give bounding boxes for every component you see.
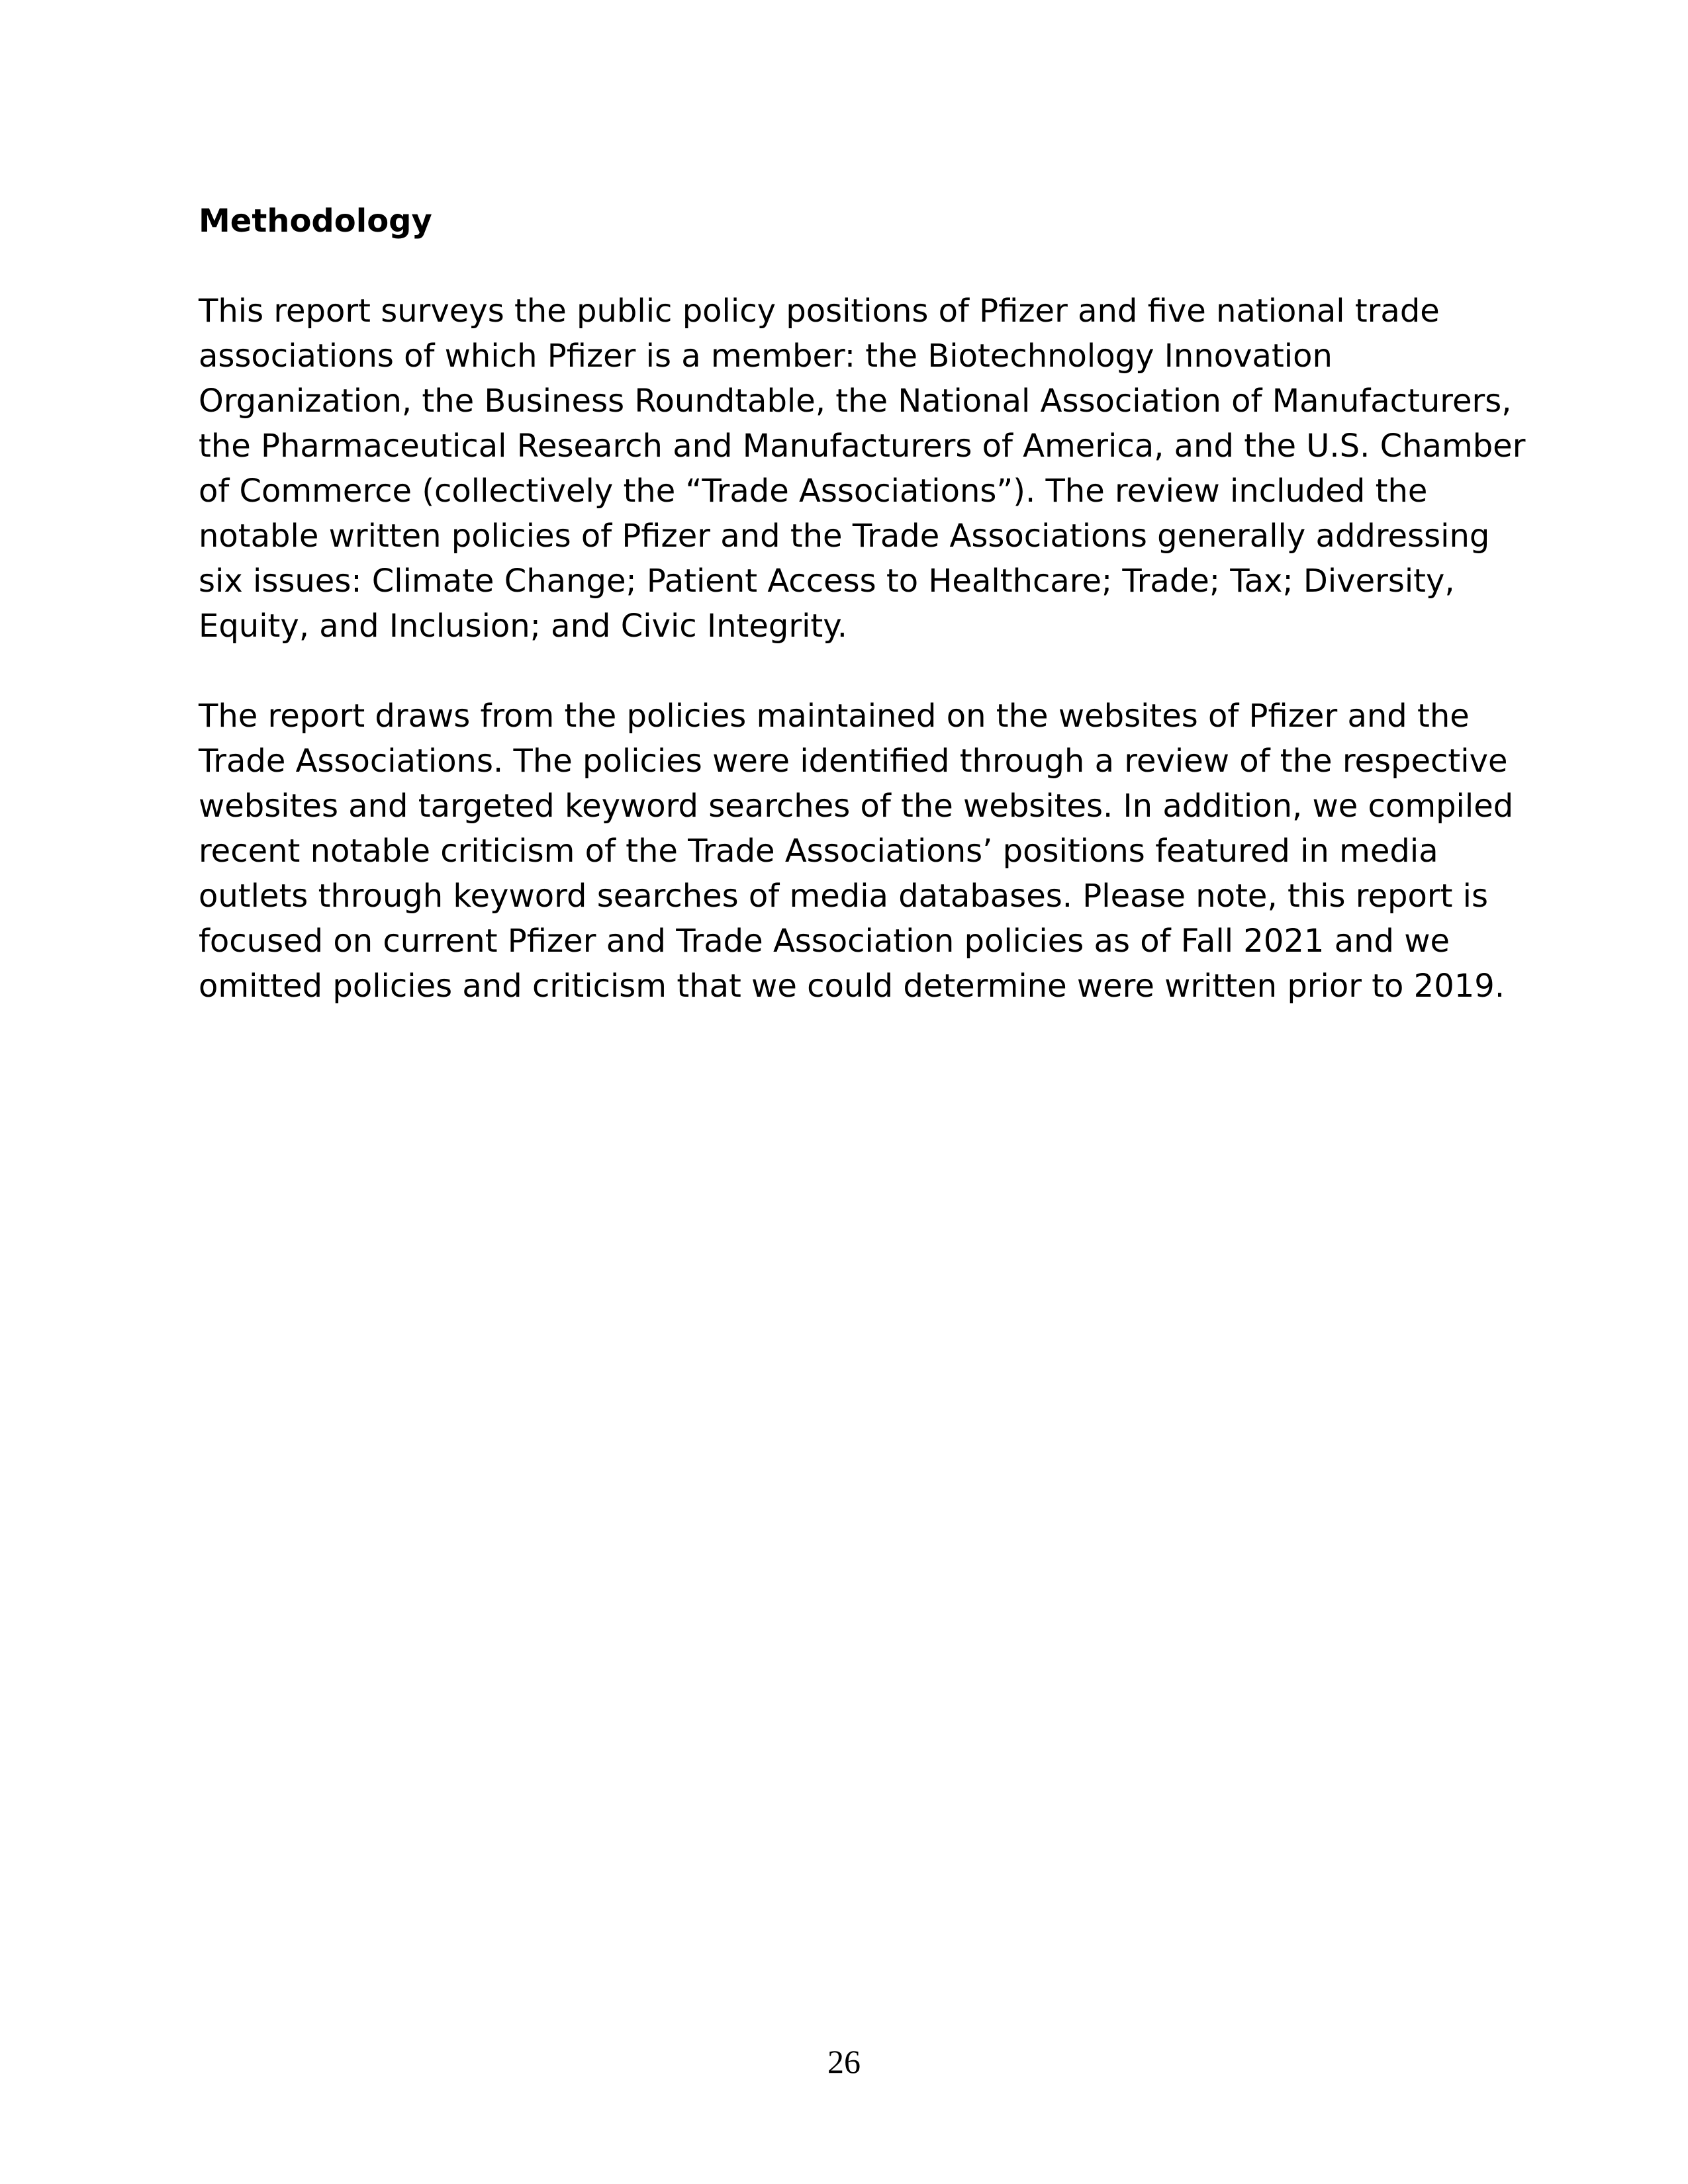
paragraph-line: websites and targeted keyword searches of the websites. In addition, we compiled [199, 788, 1514, 825]
paragraph-line: omitted policies and criticism that we could determine were written prior to 2019. [199, 968, 1505, 1005]
paragraph-sources [199, 694, 1514, 1009]
paragraph-line: focused on current Pfizer and Trade Association policies as of Fall 2021 and we [199, 923, 1450, 960]
paragraph-line: Equity, and Inclusion; and Civic Integrity. [199, 608, 848, 645]
paragraph-line: recent notable criticism of the Trade Associations’ positions featured in media [199, 833, 1438, 870]
paragraph-line: of Commerce (collectively the “Trade Associations”). The review included the [199, 473, 1428, 510]
paragraph-line: This report surveys the public policy positions of Pfizer and five national trade [199, 293, 1440, 330]
paragraph-line: Trade Associations. The policies were identified through a review of the respective [199, 743, 1508, 780]
paragraph-line: the Pharmaceutical Research and Manufacturers of America, and the U.S. Chamber [199, 428, 1526, 465]
paragraph-line: associations of which Pfizer is a member: the Biotechnology Innovation [199, 338, 1333, 375]
paragraph-line: The report draws from the policies maintained on the websites of Pfizer and the [199, 698, 1470, 735]
paragraph-line: Organization, the Business Roundtable, the National Association of Manufacturers, [199, 383, 1512, 420]
paragraph-scope [199, 289, 1526, 649]
paragraph-line: outlets through keyword searches of media databases. Please note, this report is [199, 878, 1489, 915]
page-number: 26 [827, 2043, 861, 2080]
paragraph-line: notable written policies of Pfizer and the Trade Associations generally addressing [199, 518, 1490, 555]
page-content [199, 199, 1526, 1054]
paragraph-line: six issues: Climate Change; Patient Access to Healthcare; Trade; Tax; Diversity, [199, 563, 1455, 600]
section-heading: Methodology [199, 203, 432, 240]
